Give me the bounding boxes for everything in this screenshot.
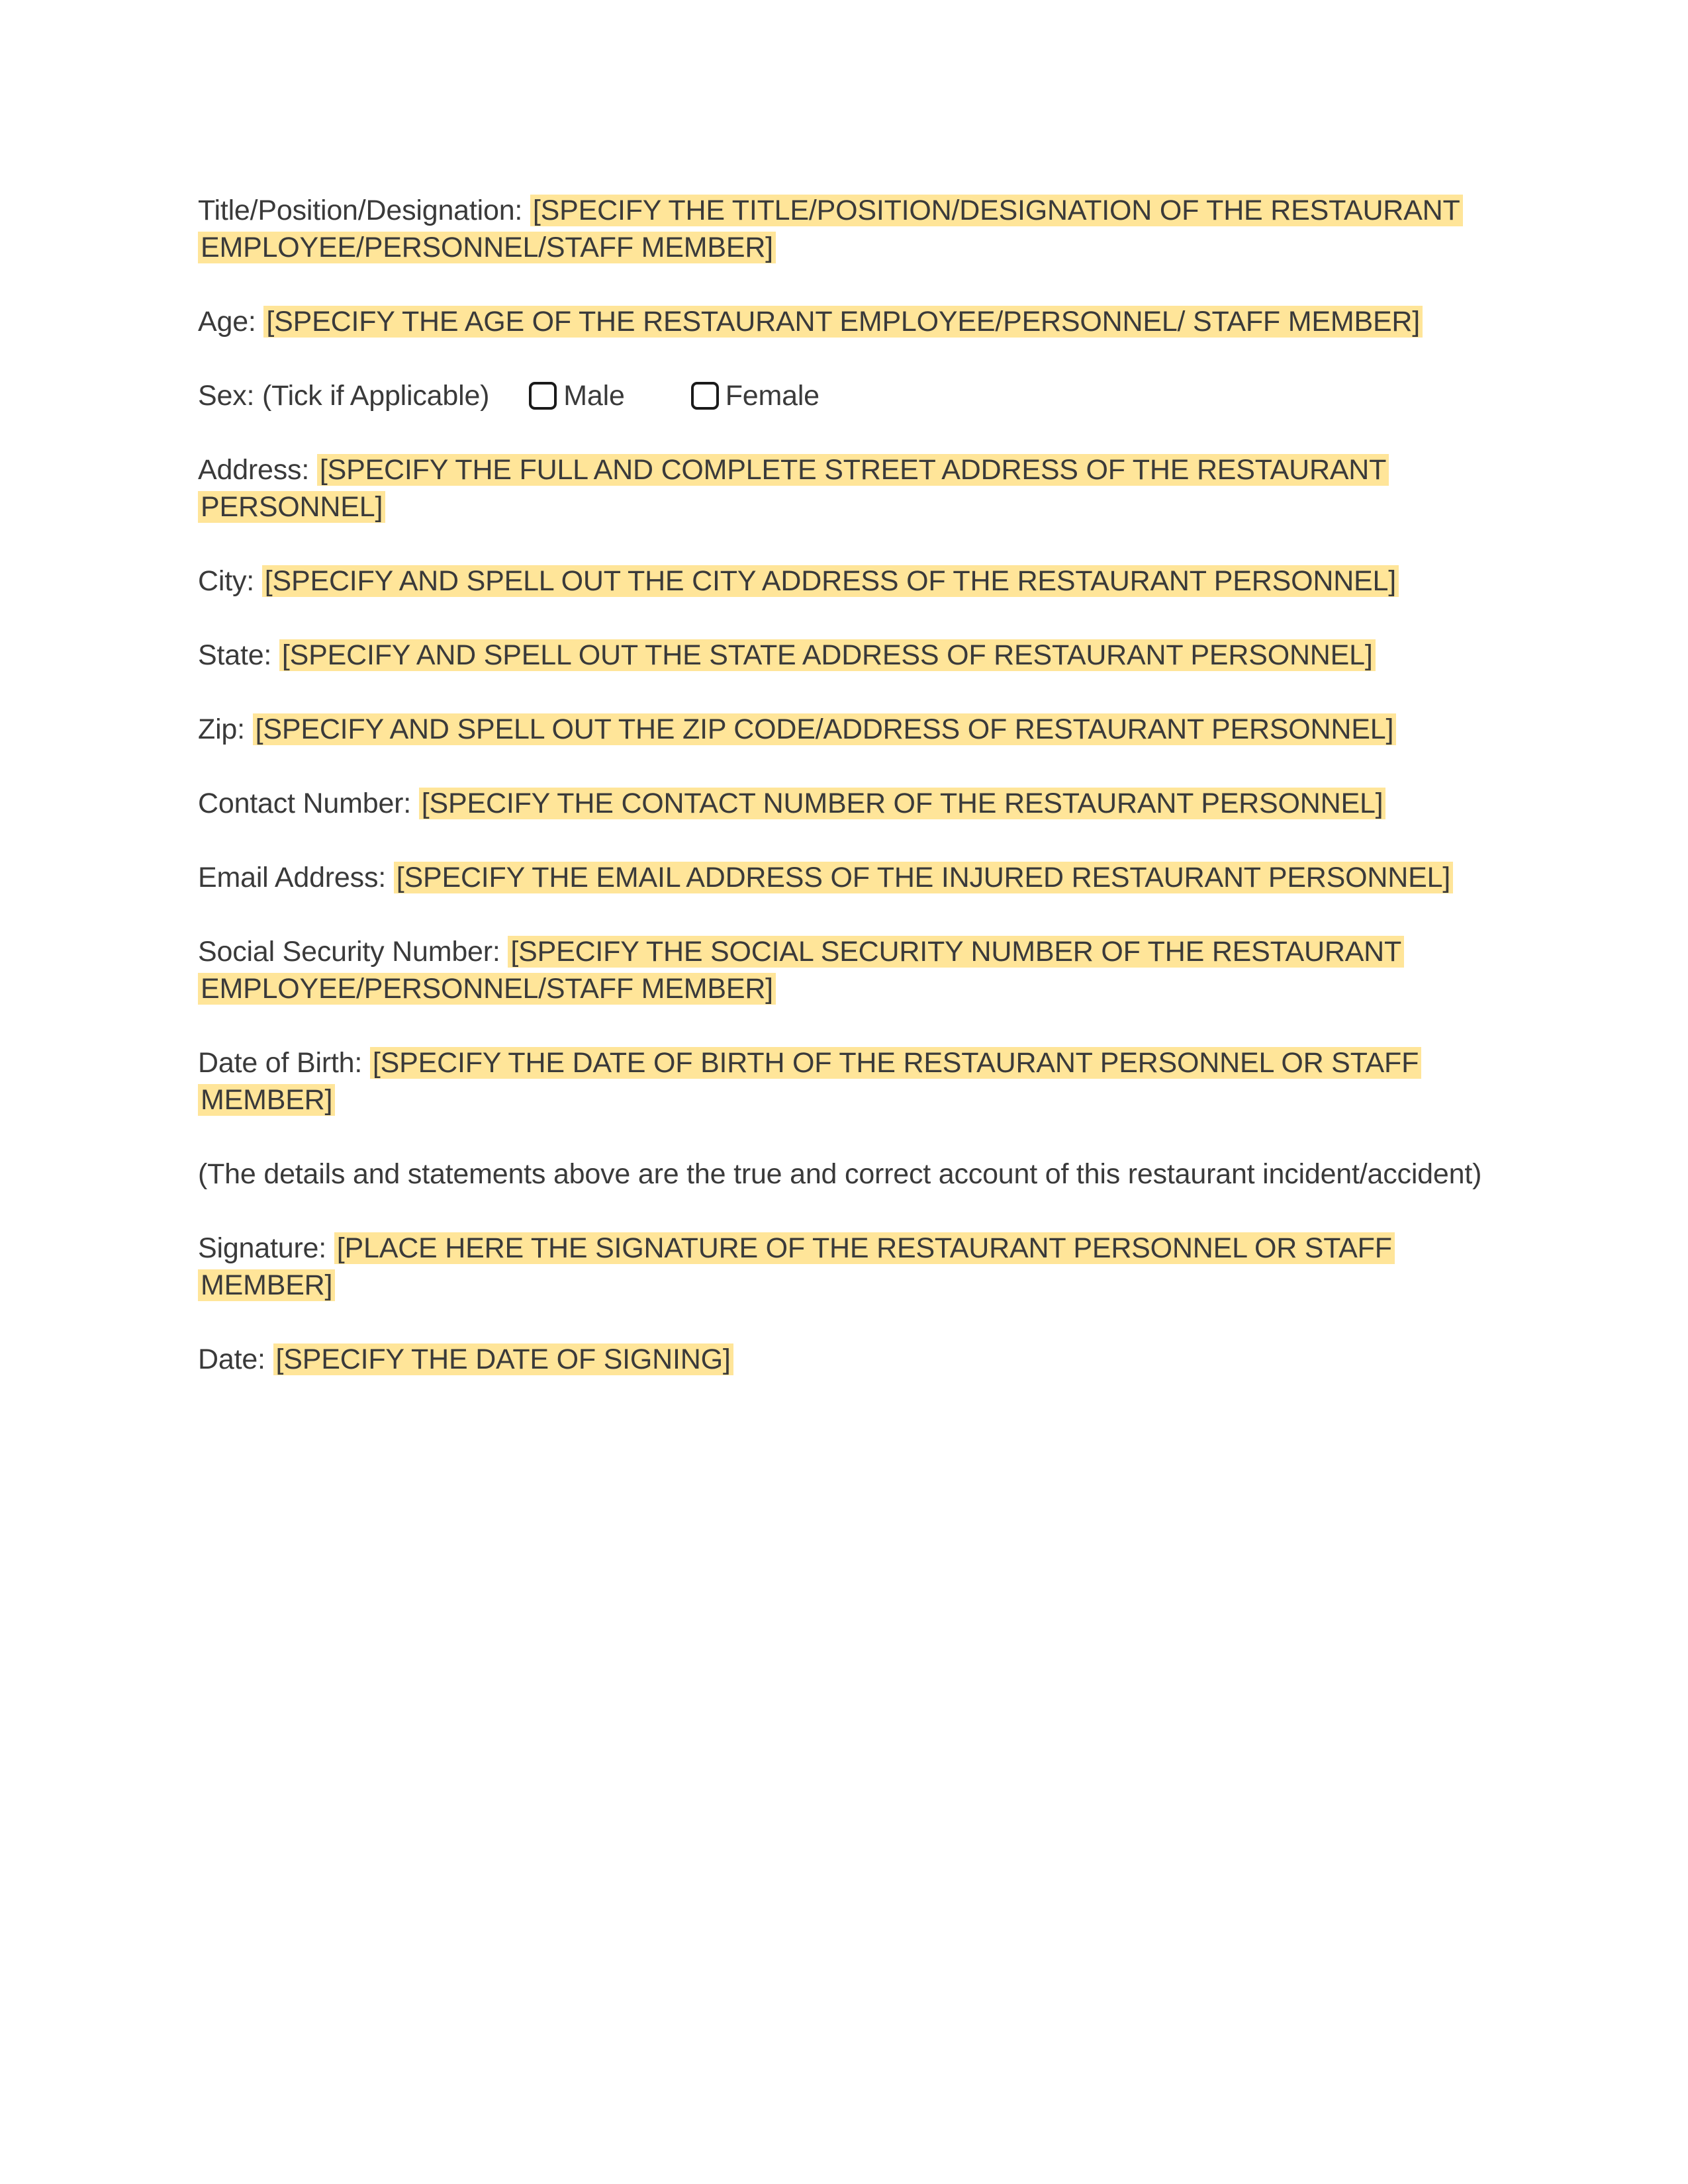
address-label: Address: (198, 454, 310, 486)
address-field (198, 451, 1509, 525)
title-field (198, 192, 1509, 266)
zip-field (198, 711, 1509, 748)
city-label: City: (198, 565, 255, 597)
date-of-birth-field (198, 1044, 1509, 1118)
email-address-field (198, 859, 1509, 896)
zip-label: Zip: (198, 713, 245, 745)
state-placeholder[interactable]: [SPECIFY AND SPELL OUT THE STATE ADDRESS OF RESTAURANT PERSONNEL] (279, 639, 1376, 671)
age-placeholder[interactable]: [SPECIFY THE AGE OF THE RESTAURANT EMPLOYEE/PERSONNEL/ STAFF MEMBER] (263, 306, 1423, 338)
date-field (198, 1341, 1509, 1378)
zip-placeholder[interactable]: [SPECIFY AND SPELL OUT THE ZIP CODE/ADDRESS OF RESTAURANT PERSONNEL] (253, 713, 1397, 745)
signature-label: Signature: (198, 1232, 327, 1264)
date-of-birth-placeholder[interactable]: [SPECIFY THE DATE OF BIRTH OF THE RESTAURANT PERSONNEL OR STAFF MEMBER] (198, 1047, 1421, 1116)
age-field (198, 303, 1509, 340)
document-page (198, 192, 1509, 1415)
city-placeholder[interactable]: [SPECIFY AND SPELL OUT THE CITY ADDRESS OF THE RESTAURANT PERSONNEL] (262, 565, 1399, 597)
signature-field (198, 1230, 1509, 1304)
ssn-field (198, 933, 1509, 1007)
city-field (198, 563, 1509, 600)
sex-label: Sex: (Tick if Applicable) (198, 380, 490, 412)
female-checkbox[interactable] (691, 382, 719, 410)
state-label: State: (198, 639, 272, 671)
title-placeholder[interactable]: [SPECIFY THE TITLE/POSITION/DESIGNATION OF THE RESTAURANT EMPLOYEE/PERSONNEL/STAFF MEMBER] (198, 195, 1463, 263)
date-label: Date: (198, 1343, 265, 1375)
contact-number-label: Contact Number: (198, 788, 412, 819)
date-placeholder[interactable]: [SPECIFY THE DATE OF SIGNING] (273, 1343, 733, 1375)
email-address-placeholder[interactable]: [SPECIFY THE EMAIL ADDRESS OF THE INJURED RESTAURANT PERSONNEL] (394, 862, 1453, 893)
email-address-label: Email Address: (198, 862, 386, 893)
date-of-birth-label: Date of Birth: (198, 1047, 363, 1079)
male-option[interactable] (529, 377, 624, 414)
ssn-placeholder[interactable]: [SPECIFY THE SOCIAL SECURITY NUMBER OF THE RESTAURANT EMPLOYEE/PERSONNEL/STAFF MEMBER] (198, 936, 1404, 1005)
male-option-label: Male (563, 380, 625, 412)
contact-number-field (198, 785, 1509, 822)
contact-number-placeholder[interactable]: [SPECIFY THE CONTACT NUMBER OF THE RESTAURANT PERSONNEL] (419, 788, 1386, 819)
address-placeholder[interactable]: [SPECIFY THE FULL AND COMPLETE STREET ADDRESS OF THE RESTAURANT PERSONNEL] (198, 454, 1389, 523)
female-option[interactable] (691, 377, 820, 414)
female-option-label: Female (725, 380, 820, 412)
age-label: Age: (198, 306, 256, 338)
sex-field (198, 377, 1509, 414)
title-label: Title/Position/Designation: (198, 195, 523, 226)
male-checkbox[interactable] (529, 382, 557, 410)
statement-text: (The details and statements above are the true and correct account of this restaurant incident/accident) (198, 1158, 1482, 1190)
state-field (198, 637, 1509, 674)
ssn-label: Social Security Number: (198, 936, 500, 968)
signature-placeholder[interactable]: [PLACE HERE THE SIGNATURE OF THE RESTAURANT PERSONNEL OR STAFF MEMBER] (198, 1232, 1395, 1301)
